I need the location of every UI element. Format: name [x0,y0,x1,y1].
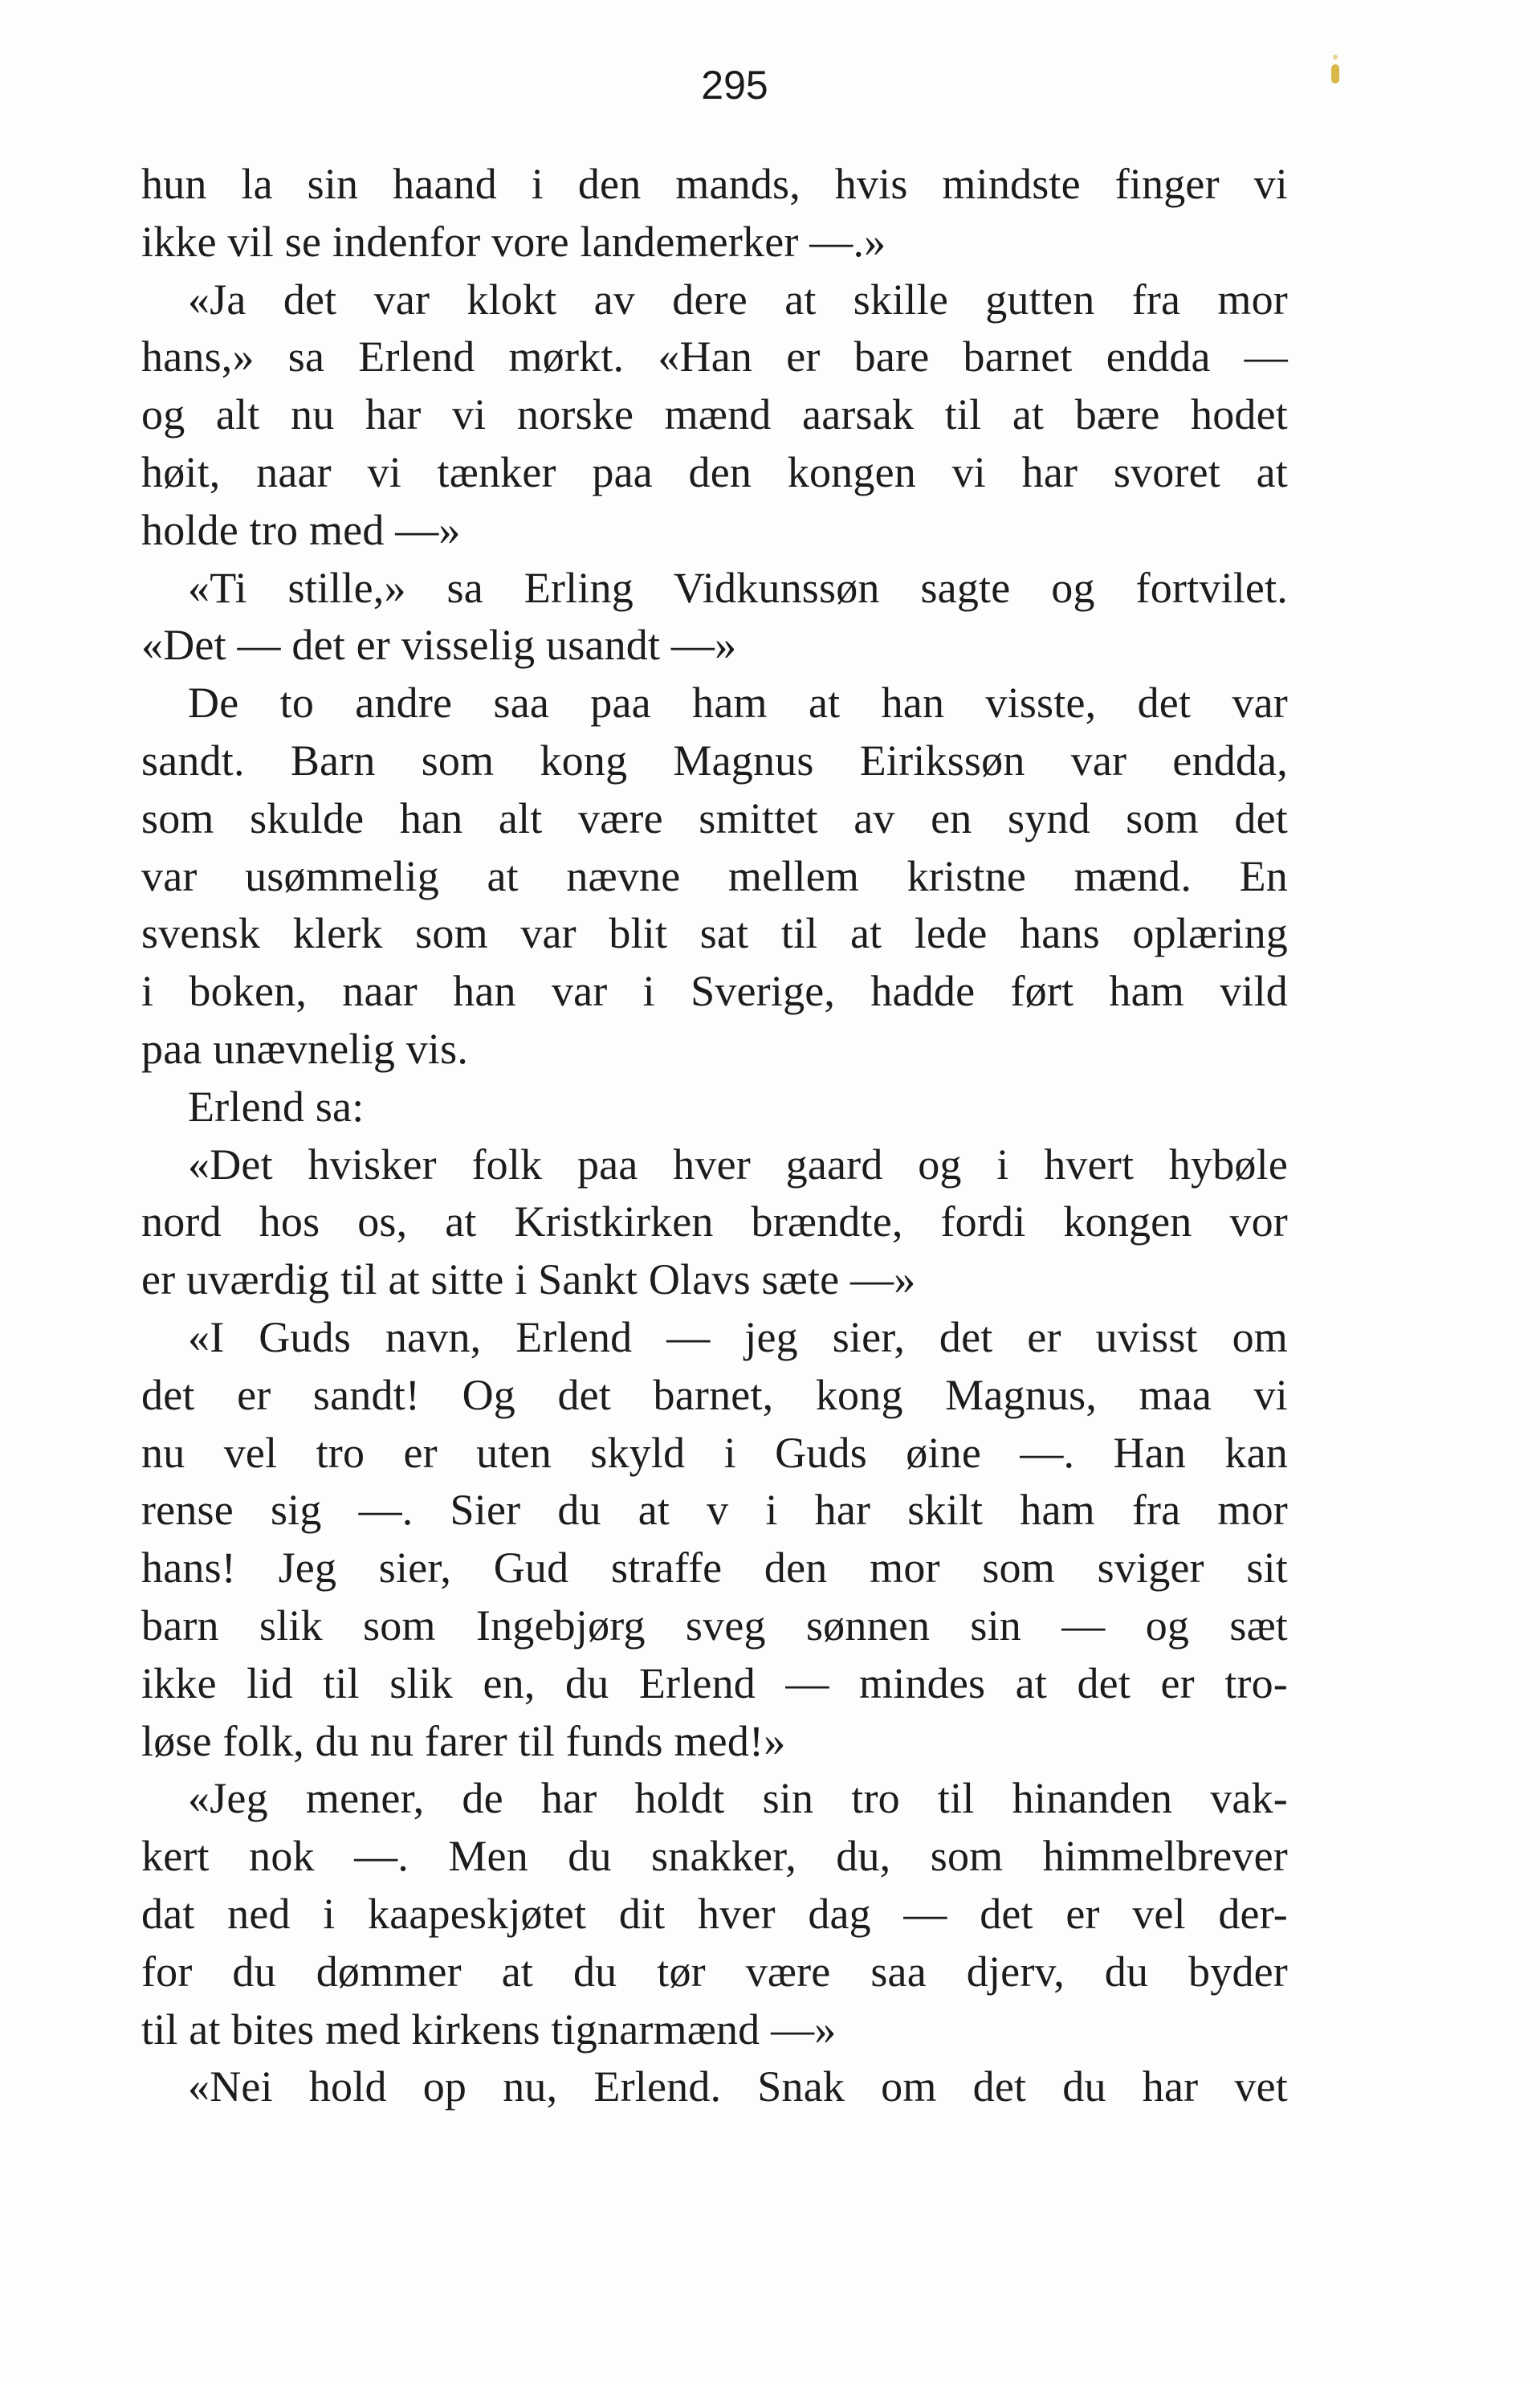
text-line: hans,» sa Erlend mørkt. «Han er bare barnet endda — [141,332,1288,381]
text-line: «Det — det er visselig usandt —» [141,621,737,670]
text-line: hun la sin haand i den mands, hvis mindste finger vi [141,160,1288,208]
text-line: paa unævnelig vis. [141,1024,469,1073]
text-line: «I Guds navn, Erlend — jeg sier, det er uvisst om [188,1312,1288,1361]
body-text [141,156,1288,2116]
text-line: sandt. Barn som kong Magnus Eirikssøn var endda, [141,736,1288,785]
text-line: i boken, naar han var i Sverige, hadde ført ham vild [141,967,1288,1016]
text-line: løse folk, du nu farer til funds med!» [141,1716,786,1765]
text-line: «Ti stille,» sa Erling Vidkunssøn sagte og fortvilet. [188,563,1288,612]
text-line: kert nok —. Men du snakker, du, som himmelbrever [141,1832,1288,1881]
text-line: barn slik som Ingebjørg sveg sønnen sin — og sæt [141,1601,1288,1650]
text-line: «Jeg mener, de har holdt sin tro til hinanden vak- [188,1774,1288,1823]
text-line: holde tro med —» [141,505,461,554]
text-line: høit, naar vi tænker paa den kongen vi har svoret at [141,447,1288,496]
text-line: og alt nu har vi norske mænd aarsak til at bære hodet [141,390,1288,439]
text-line: rense sig —. Sier du at v i har skilt ham fra mor [141,1486,1288,1535]
page-number: 295 [701,63,768,108]
text-line: var usømmelig at nævne mellem kristne mænd. En [141,851,1288,900]
text-line: som skulde han alt være smittet av en synd som det [141,793,1288,842]
text-line: nu vel tro er uten skyld i Guds øine —. Han kan [141,1428,1288,1477]
text-line: til at bites med kirkens tignarmænd —» [141,2005,837,2054]
text-line: ikke vil se indenfor vore landemerker —.» [141,217,886,266]
text-line: «Ja det var klokt av dere at skille gutten fra mor [188,275,1288,324]
text-line: hans! Jeg sier, Gud straffe den mor som sviger sit [141,1544,1288,1593]
text-line: De to andre saa paa ham at han visste, det var [188,679,1288,728]
text-line: Erlend sa: [188,1082,365,1131]
text-line: ikke lid til slik en, du Erlend — mindes at det er tro- [141,1658,1288,1707]
text-line: «Det hvisker folk paa hver gaard og i hvert hybøle [188,1140,1288,1189]
text-line: nord hos os, at Kristkirken brændte, fordi kongen vor [141,1197,1288,1246]
text-line: er uværdig til at sitte i Sankt Olavs sæte —» [141,1255,916,1304]
text-line: for du dømmer at du tør være saa djerv, du byder [141,1947,1288,1996]
text-line: svensk klerk som var blit sat til at lede hans oplæring [141,909,1288,958]
text-line: dat ned i kaapeskjøtet dit hver dag — det er vel der- [141,1889,1288,1938]
text-line: det er sandt! Og det barnet, kong Magnus, maa vi [141,1370,1288,1419]
text-line: «Nei hold op nu, Erlend. Snak om det du har vet [188,2062,1288,2111]
